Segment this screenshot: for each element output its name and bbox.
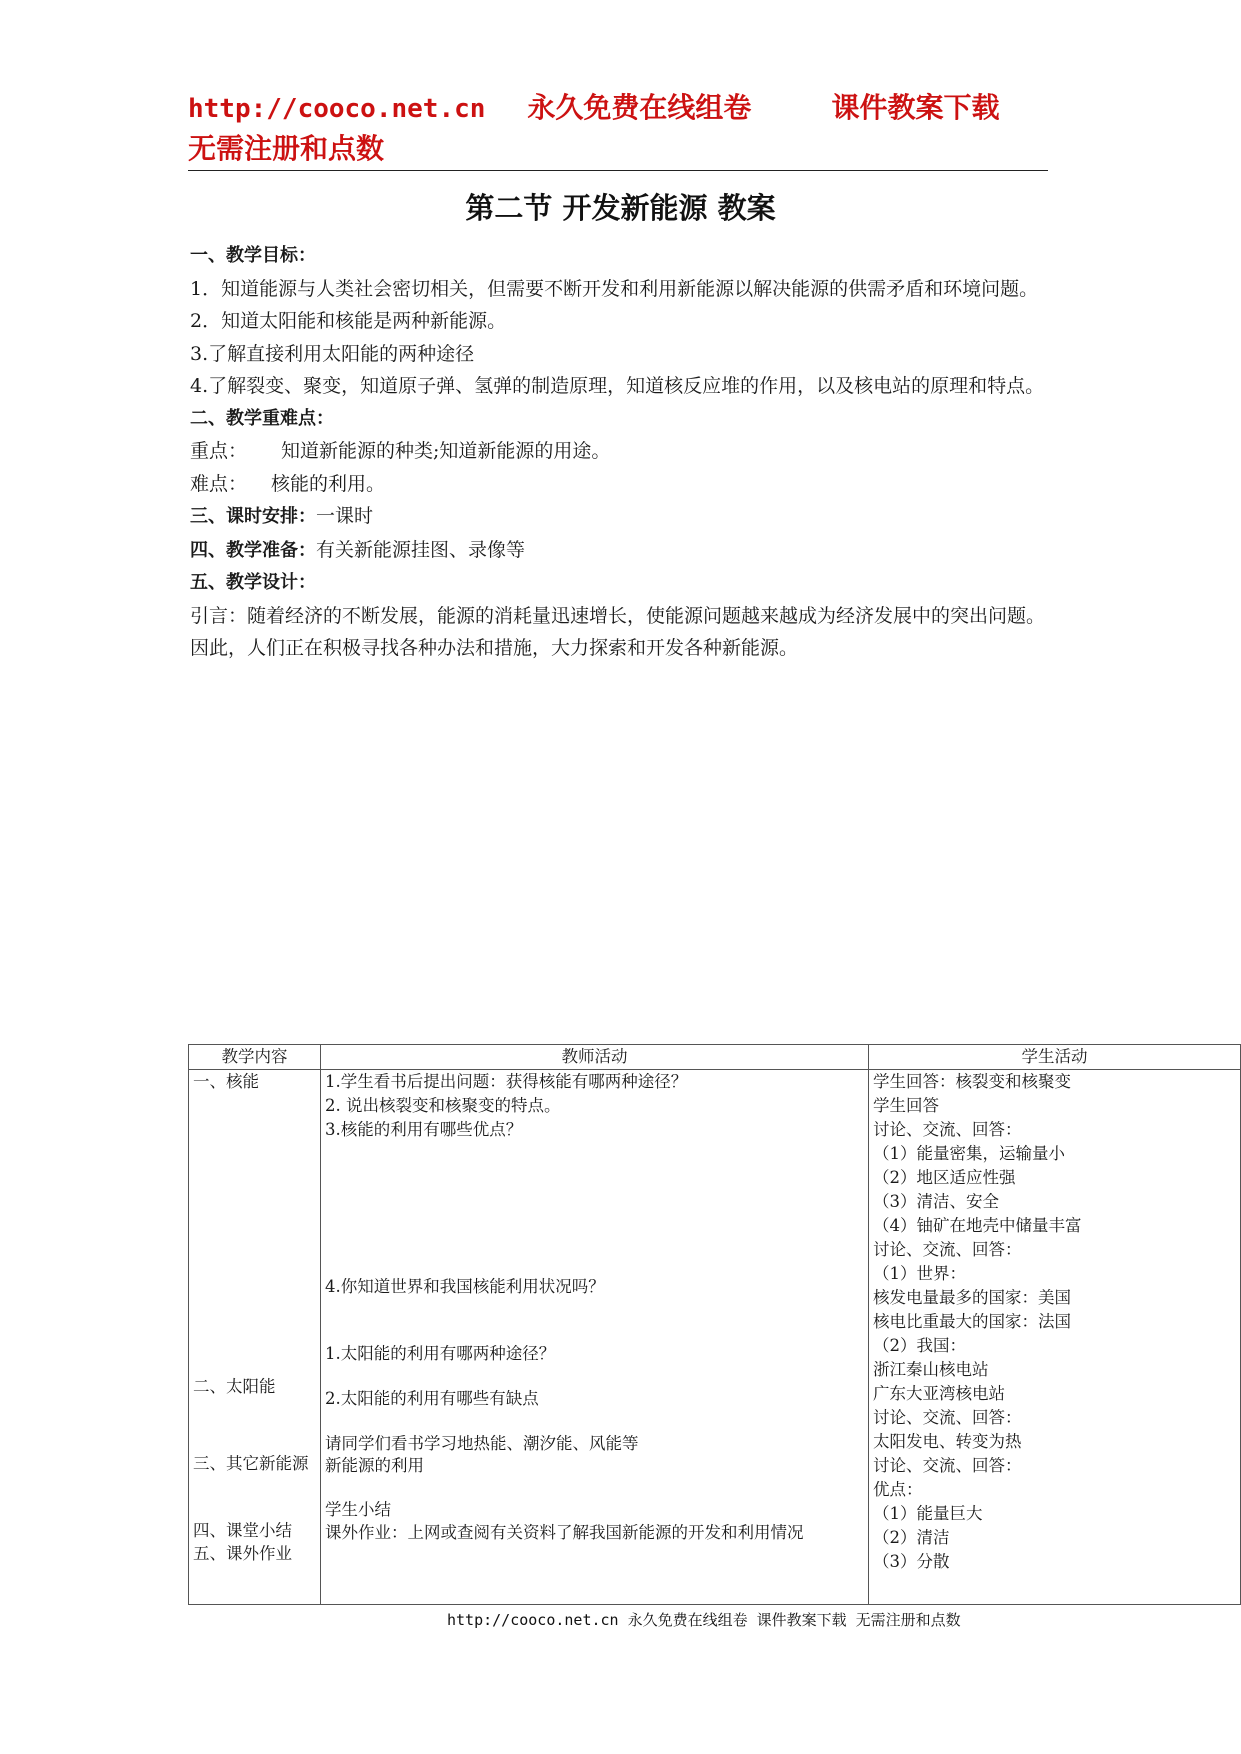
student-item: 学生回答：核裂变和核聚变 — [873, 1072, 1071, 1091]
student-item: 讨论、交流、回答： — [873, 1456, 1022, 1475]
goals-heading: 一、教学目标： — [190, 245, 316, 266]
schedule-text: 一课时 — [316, 505, 374, 527]
teacher-item: 2. 说出核裂变和核聚变的特点。 — [325, 1096, 561, 1115]
student-item: （4）铀矿在地壳中储量丰富 — [873, 1216, 1082, 1235]
student-item: 核电比重最大的国家：法国 — [873, 1312, 1071, 1331]
student-item: （2）我国： — [873, 1336, 966, 1355]
content-item: 三、其它新能源 — [193, 1454, 309, 1473]
student-item: 太阳发电、转变为热 — [873, 1432, 1022, 1451]
student-item: 讨论、交流、回答： — [873, 1120, 1022, 1139]
design-heading: 五、教学设计： — [190, 572, 316, 593]
header-divider — [188, 170, 1048, 171]
page-footer: http://cooco.net.cn 永久免费在线组卷 课件教案下载 无需注册和点数 — [447, 1611, 961, 1629]
goal-4: 4.了解裂变、聚变，知道原子弹、氢弹的制造原理，知道核反应堆的作用，以及核电站的原理和特点。 — [190, 375, 1045, 397]
teacher-item: 课外作业：上网或查阅有关资料了解我国新能源的开发和利用情况 — [325, 1523, 804, 1542]
site-banner — [188, 88, 1050, 169]
teacher-cell — [321, 1070, 869, 1605]
header-student: 学生活动 — [869, 1045, 1241, 1070]
document-title: 第二节 开发新能源 教案 — [465, 191, 776, 225]
student-item: 优点： — [873, 1480, 923, 1499]
student-item: 核发电量最多的国家：美国 — [873, 1288, 1071, 1307]
teacher-item: 4.你知道世界和我国核能利用状况吗？ — [325, 1277, 605, 1296]
key-text: 知道新能源的种类;知道新能源的用途。 — [281, 440, 611, 462]
key-label: 重点： — [190, 440, 248, 462]
content-item: 五、课外作业 — [193, 1544, 292, 1563]
header-content: 教学内容 — [189, 1045, 321, 1070]
schedule-row — [190, 500, 1050, 534]
content-item: 四、课堂小结 — [193, 1521, 292, 1540]
preparation-row — [190, 534, 1050, 568]
lesson-table — [188, 1044, 1241, 1605]
student-item: 学生回答 — [873, 1096, 939, 1115]
student-cell — [869, 1070, 1241, 1605]
student-item: （2）地区适应性强 — [873, 1168, 1016, 1187]
student-item: 讨论、交流、回答： — [873, 1240, 1022, 1259]
student-item: 讨论、交流、回答： — [873, 1408, 1022, 1427]
teacher-item: 2.太阳能的利用有哪些有缺点 — [325, 1389, 539, 1408]
table-header-row — [189, 1045, 1241, 1070]
teacher-item: 学生小结 — [325, 1500, 391, 1519]
banner-slogan: 永久免费在线组卷 — [527, 91, 752, 124]
banner-download: 课件教案下载 — [831, 91, 1000, 124]
student-item: 广东大亚湾核电站 — [873, 1384, 1005, 1403]
table-row — [189, 1070, 1241, 1605]
content-item: 二、太阳能 — [193, 1377, 276, 1396]
lesson-body — [190, 240, 1050, 665]
student-item: （1）能量密集，运输量小 — [873, 1144, 1065, 1163]
intro-paragraph: 引言：随着经济的不断发展，能源的消耗量迅速增长，使能源问题越来越成为经济发展中的突出问题。因此，人们正在积极寻找各种办法和措施，大力探索和开发各种新能源。 — [190, 604, 1046, 659]
difficulty-text: 核能的利用。 — [271, 472, 386, 495]
key-point-row — [190, 435, 1050, 468]
goal-3: 3.了解直接利用太阳能的两种途径 — [190, 342, 475, 365]
banner-line2: 无需注册和点数 — [188, 132, 385, 165]
student-item: （1）能量巨大 — [873, 1504, 983, 1523]
site-url-link[interactable]: http://cooco.net.cn — [188, 94, 486, 124]
difficulty-row — [190, 468, 1050, 501]
student-item: （3）分散 — [873, 1552, 950, 1571]
header-teacher: 教师活动 — [321, 1045, 869, 1070]
preparation-text: 有关新能源挂图、录像等 — [316, 538, 526, 561]
key-points-heading: 二、教学重难点： — [190, 407, 334, 429]
student-item: （1）世界： — [873, 1264, 966, 1283]
student-item: （2）清洁 — [873, 1528, 950, 1547]
preparation-heading: 四、教学准备： — [190, 539, 316, 561]
teacher-item: 请同学们看书学习地热能、潮汐能、风能等 — [325, 1434, 639, 1453]
student-item: 浙江秦山核电站 — [873, 1360, 989, 1379]
teacher-item: 1.学生看书后提出问题：获得核能有哪两种途径？ — [325, 1072, 688, 1091]
goal-2: 2．知道太阳能和核能是两种新能源。 — [190, 310, 507, 332]
schedule-heading: 三、课时安排： — [190, 506, 316, 527]
content-item: 一、核能 — [193, 1072, 259, 1091]
teacher-item: 新能源的利用 — [325, 1456, 424, 1475]
teacher-item: 1.太阳能的利用有哪两种途径？ — [325, 1344, 556, 1363]
goal-1: 1．知道能源与人类社会密切相关，但需要不断开发和利用新能源以解决能源的供需矛盾和环境问题。 — [190, 277, 1039, 300]
difficulty-label: 难点： — [190, 472, 248, 495]
teacher-item: 3.核能的利用有哪些优点？ — [325, 1120, 523, 1139]
student-item: （3）清洁、安全 — [873, 1192, 999, 1211]
content-cell — [189, 1070, 321, 1605]
